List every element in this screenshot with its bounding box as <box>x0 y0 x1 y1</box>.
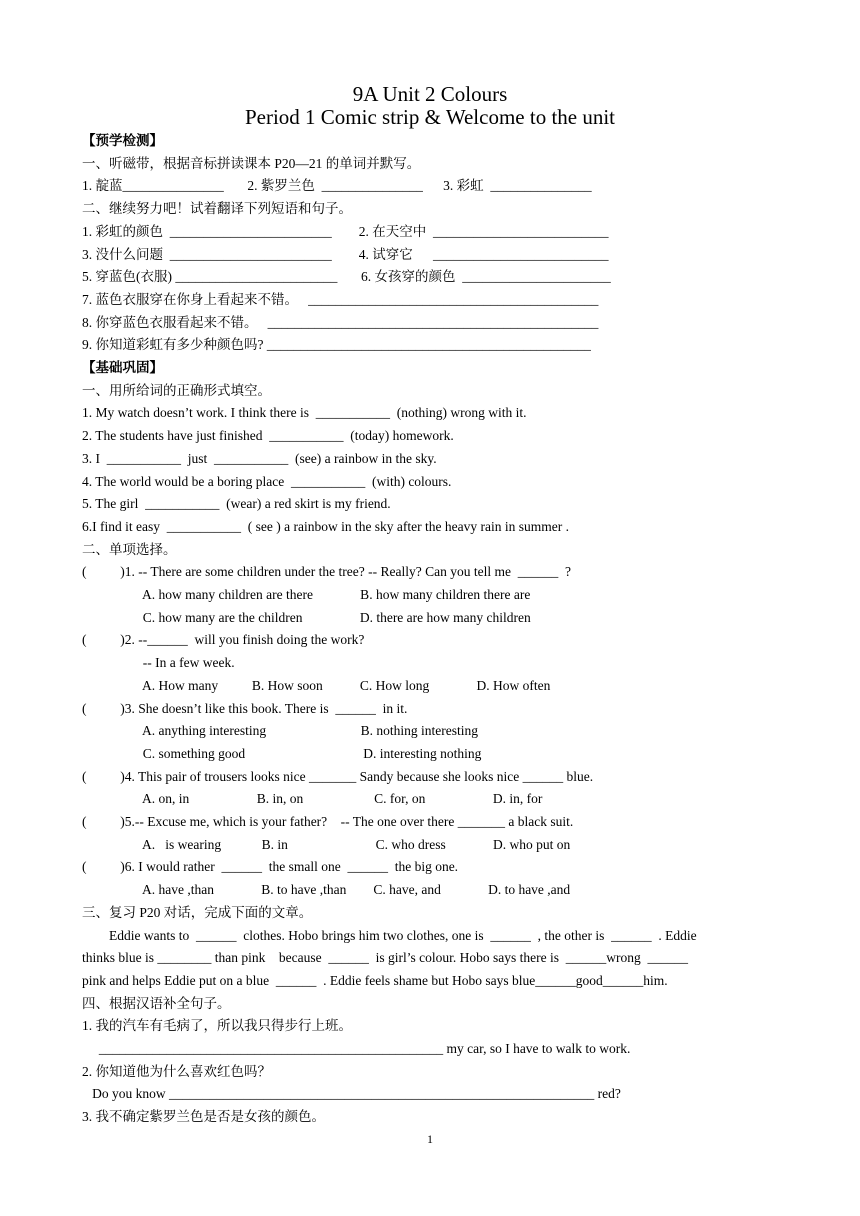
worksheet-line: 9. 你知道彩虹有多少种颜色吗? ________________________________________________ <box>82 337 591 353</box>
worksheet-line: 7. 蓝色衣服穿在你身上看起来不错。 ___________________________________________ <box>82 291 599 307</box>
worksheet-line: ( )2. --______ will you finish doing the work? <box>82 632 365 648</box>
worksheet-line: A. anything interesting B. nothing interesting <box>82 723 478 739</box>
worksheet-line: ___________________________________________________ my car, so I have to walk to work. <box>82 1041 631 1056</box>
doc-title: 9A Unit 2 Colours <box>352 82 508 106</box>
worksheet-line: A. on, in B. in, on C. for, on D. in, for <box>82 791 543 807</box>
worksheet-line: 4. The world would be a boring place ___________ (with) colours. <box>82 473 452 489</box>
worksheet-line: ( )3. She doesn’t like this book. There is ______ in it. <box>82 700 408 716</box>
worksheet-line: -- In a few week. <box>82 655 235 671</box>
worksheet-line: 6.I find it easy ___________ ( see ) a rainbow in the sky after the heavy rain in summer . <box>82 518 569 534</box>
worksheet-line: 3. I ___________ just ___________ (see) a rainbow in the sky. <box>82 450 437 466</box>
worksheet-line: Do you know _______________________________________________________________ red? <box>82 1086 621 1102</box>
worksheet-line: 三、复习 P20 对话，完成下面的文章。 <box>82 904 313 920</box>
worksheet-line: 1. 靛蓝_______________ 2. 紫罗兰色 _______________ 3. 彩虹 _______________ <box>82 178 592 194</box>
worksheet-line: 1. My watch doesn’t work. I think there is ___________ (nothing) wrong with it. <box>82 405 527 421</box>
worksheet-line: C. how many are the children D. there are how many children <box>82 609 531 625</box>
worksheet-line: pink and helps Eddie put on a blue ______ . Eddie feels shame but Hobo says blue______good______him. <box>82 972 668 988</box>
worksheet-line: A. is wearing B. in C. who dress D. who put on <box>82 836 571 852</box>
worksheet-line: 四、根据汉语补全句子。 <box>82 995 231 1011</box>
worksheet-line: ( )1. -- There are some children under the tree? -- Really? Can you tell me ______ ? <box>82 564 571 580</box>
worksheet-line: 3. 我不确定紫罗兰色是否是女孩的颜色。 <box>82 1109 325 1125</box>
page-number: 1 <box>427 1132 433 1146</box>
worksheet-line: A. How many B. How soon C. How long D. How often <box>82 677 551 693</box>
worksheet-line: 8. 你穿蓝色衣服看起来不错。 _________________________________________________ <box>82 314 599 330</box>
worksheet-line: 5. 穿蓝色(衣服) ________________________ 6. 女孩穿的颜色 ______________________ <box>82 269 611 285</box>
worksheet-line: A. have ,than B. to have ,than C. have, and D. to have ,and <box>82 882 571 898</box>
worksheet-line: 一、用所给词的正确形式填空。 <box>82 382 271 398</box>
worksheet-line: 1. 我的汽车有毛病了，所以我只得步行上班。 <box>82 1018 352 1034</box>
worksheet-line: 二、继续努力吧！试着翻译下列短语和句子。 <box>82 201 352 217</box>
worksheet-line: 二、单项选择。 <box>82 541 177 557</box>
worksheet-line: 2. The students have just finished ___________ (today) homework. <box>82 428 454 444</box>
worksheet-line: ( )6. I would rather ______ the small one ______ the big one. <box>82 859 459 875</box>
worksheet-line: 2. 你知道他为什么喜欢红色吗？ <box>82 1063 271 1079</box>
worksheet-line: 1. 彩虹的颜色 ________________________ 2. 在天空中 __________________________ <box>82 223 609 239</box>
worksheet-line: thinks blue is ________ than pink because ______ is girl’s colour. Hobo says there is ______wrong ______ <box>82 950 688 966</box>
worksheet-line: 一、听磁带，根据音标拼读课本 P20—21 的单词并默写。 <box>82 155 421 171</box>
section-heading: 【基础巩固】 <box>82 360 163 375</box>
worksheet-line: Eddie wants to ______ clothes. Hobo brings him two clothes, one is ______ , the other is ______ . Eddie <box>82 927 697 943</box>
worksheet-line: ( )4. This pair of trousers looks nice _______ Sandy because she looks nice ______ blue. <box>82 768 594 784</box>
worksheet-line: 5. The girl ___________ (wear) a red skirt is my friend. <box>82 496 391 512</box>
doc-subtitle: Period 1 Comic strip & Welcome to the unit <box>244 105 616 129</box>
worksheet-line: ( )5.-- Excuse me, which is your father? -- The one over there _______ a black suit. <box>82 814 574 829</box>
section-heading: 【预学检测】 <box>82 133 163 148</box>
worksheet-line: C. something good D. interesting nothing <box>82 745 482 761</box>
worksheet-line: A. how many children are there B. how many children there are <box>82 587 531 602</box>
worksheet-line: 3. 没什么问题 ________________________ 4. 试穿它 __________________________ <box>82 246 609 262</box>
